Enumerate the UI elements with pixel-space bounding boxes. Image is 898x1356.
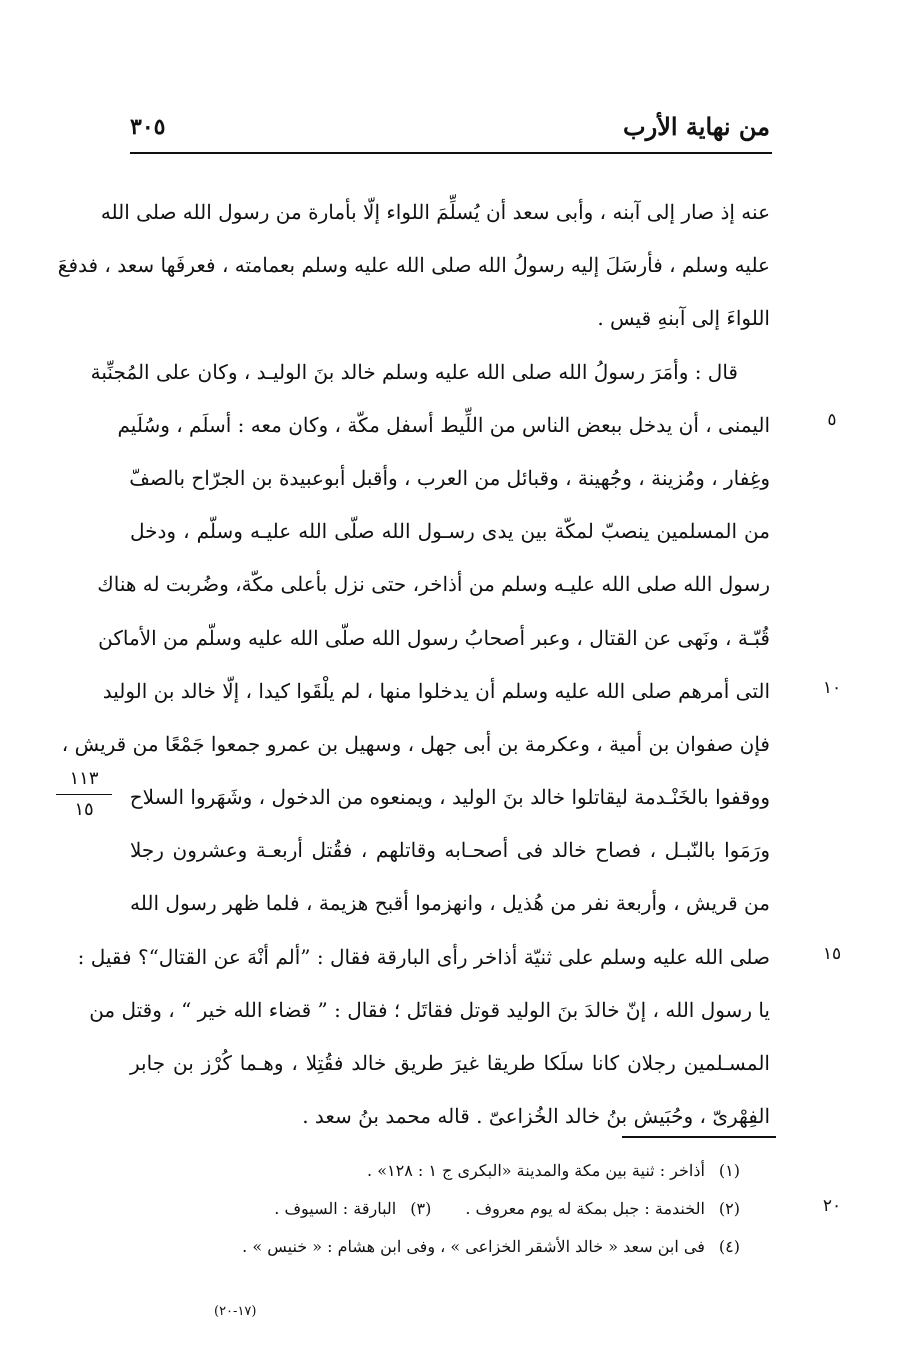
printer-signature: (١٧-٢٠) <box>214 1304 257 1319</box>
text-line: عليه وسلم ، فأرسَلَ إليه رسولُ الله صلى الله عليه وسلم بعمامته ، فعرفَها سعد ، فدفعَ <box>57 253 770 278</box>
footnote-rule <box>622 1136 776 1138</box>
footnote-marker: (٣) <box>410 1199 432 1218</box>
text-line: ورَمَوا بالنّبـل ، فصاح خالد فى أصحـابه وقاتلهم ، فقُتل أربعـة وعشرون رجلا <box>130 838 770 863</box>
line-number: ١٠ <box>822 678 842 698</box>
footnote-text: البارقة : السيوف . <box>274 1199 397 1218</box>
running-title: من نهاية الأرب <box>623 112 770 141</box>
page-header <box>130 108 770 148</box>
footnote-marker: (٤) <box>718 1237 740 1256</box>
page-number: ٣٠٥ <box>130 114 166 140</box>
text-line: قال : وأمَرَ رسولُ الله صلى الله عليه وسلم خالد بنَ الوليـد ، وكان على المُجنِّبة <box>90 359 738 384</box>
footnote-text: الخندمة : جبل بمكة له يوم معروف . <box>465 1199 705 1218</box>
text-line: رسول الله صلى الله عليـه وسلم من أذاخر، حتى نزل بأعلى مكّة، وضُربت له هناك <box>97 572 770 597</box>
margin-reference-top: ١١٣ <box>69 768 99 789</box>
header-rule <box>130 152 772 154</box>
footnote-text: فى ابن سعد « خالد الأشقر الخزاعى » ، وفى ابن هشام : « خنيس » . <box>242 1237 705 1256</box>
text-line: يا رسول الله ، إنّ خالدَ بنَ الوليد قوتل فقاتَل ؛ فقال : ” قضاء الله خير “ ، وقتل من <box>89 997 770 1022</box>
footnote-1 <box>230 1152 740 1190</box>
text-line: التى أمرهم صلى الله عليه وسلم أن يدخلوا منها ، لم يلْقَوا كيدا ، إلّا خالد بن الوليد <box>102 678 770 703</box>
text-line: عنه إذ صار إلى آبنه ، وأبى سعد أن يُسلِّمَ اللواء إلّا بأمارة من رسول الله صلى الله <box>100 200 770 224</box>
line-number: ١٥ <box>822 944 842 964</box>
footnotes <box>230 1152 740 1266</box>
margin-reference-bottom: ١٥ <box>74 799 94 820</box>
text-line: قُبّـة ، ونَهى عن القتال ، وعبر أصحابُ رسول الله صلّى الله عليه وسلّم من الأماكن <box>98 625 770 650</box>
text-line: وغِفار ، ومُزينة ، وجُهينة ، وقبائل من العرب ، وأقبل أبوعبيدة بن الجرّاح بالصفّ <box>129 465 770 490</box>
margin-reference <box>56 766 112 823</box>
text-line: ووقفوا بالخَنْـدمة ليقاتلوا خالد بنَ الوليد ، ويمنعوه من الدخول ، وشَهَروا السلاح <box>129 785 770 810</box>
text-line: المسـلمين رجلان كانا سلَكا طريقا غيرَ طريق خالد فقُتِلا ، وهـما كُرْز بن جابر <box>130 1051 770 1075</box>
margin-reference-bar <box>56 794 112 795</box>
footnote-2-3 <box>230 1190 740 1228</box>
text-line: اللواءَ إلى آبنهِ قيس . <box>597 306 770 331</box>
footnote-marker: (١) <box>718 1161 740 1180</box>
footnote-4 <box>230 1228 740 1266</box>
line-number: ٥ <box>827 410 837 430</box>
text-line: اليمنى ، أن يدخل ببعض الناس من اللِّيط أسفل مكّة ، وكان معه : أسلَم ، وسُلَيم <box>117 412 770 437</box>
text-line: الفِهْرىّ ، وحُبَيش بنُ خالد الخُزاعىّ . قاله محمد بنُ سعد . <box>302 1104 770 1129</box>
line-number: ٢٠ <box>822 1196 842 1216</box>
text-line: فإن صفوان بن أمية ، وعكرمة بن أبى جهل ، وسهيل بن عمرو جمعوا جَمْعًا من قريش ، <box>61 731 770 756</box>
text-line: صلى الله عليه وسلم على ثنيّة أذاخر رأى البارقة فقال : ”ألم أنْهَ عن القتال“؟ فقيل : <box>77 944 770 969</box>
footnote-text: أذاخر : ثنية بين مكة والمدينة «البكرى ج ١ : ١٢٨» . <box>367 1161 705 1180</box>
text-line: من قريش ، وأربعة نفر من هُذيل ، وانهزموا أقبح هزيمة ، فلما ظهر رسول الله <box>130 891 770 916</box>
footnote-marker: (٢) <box>718 1199 740 1218</box>
text-line: من المسلمين ينصبّ لمكّة بين يدى رسـول الله صلّى الله عليـه وسلّم ، ودخل <box>130 519 770 544</box>
